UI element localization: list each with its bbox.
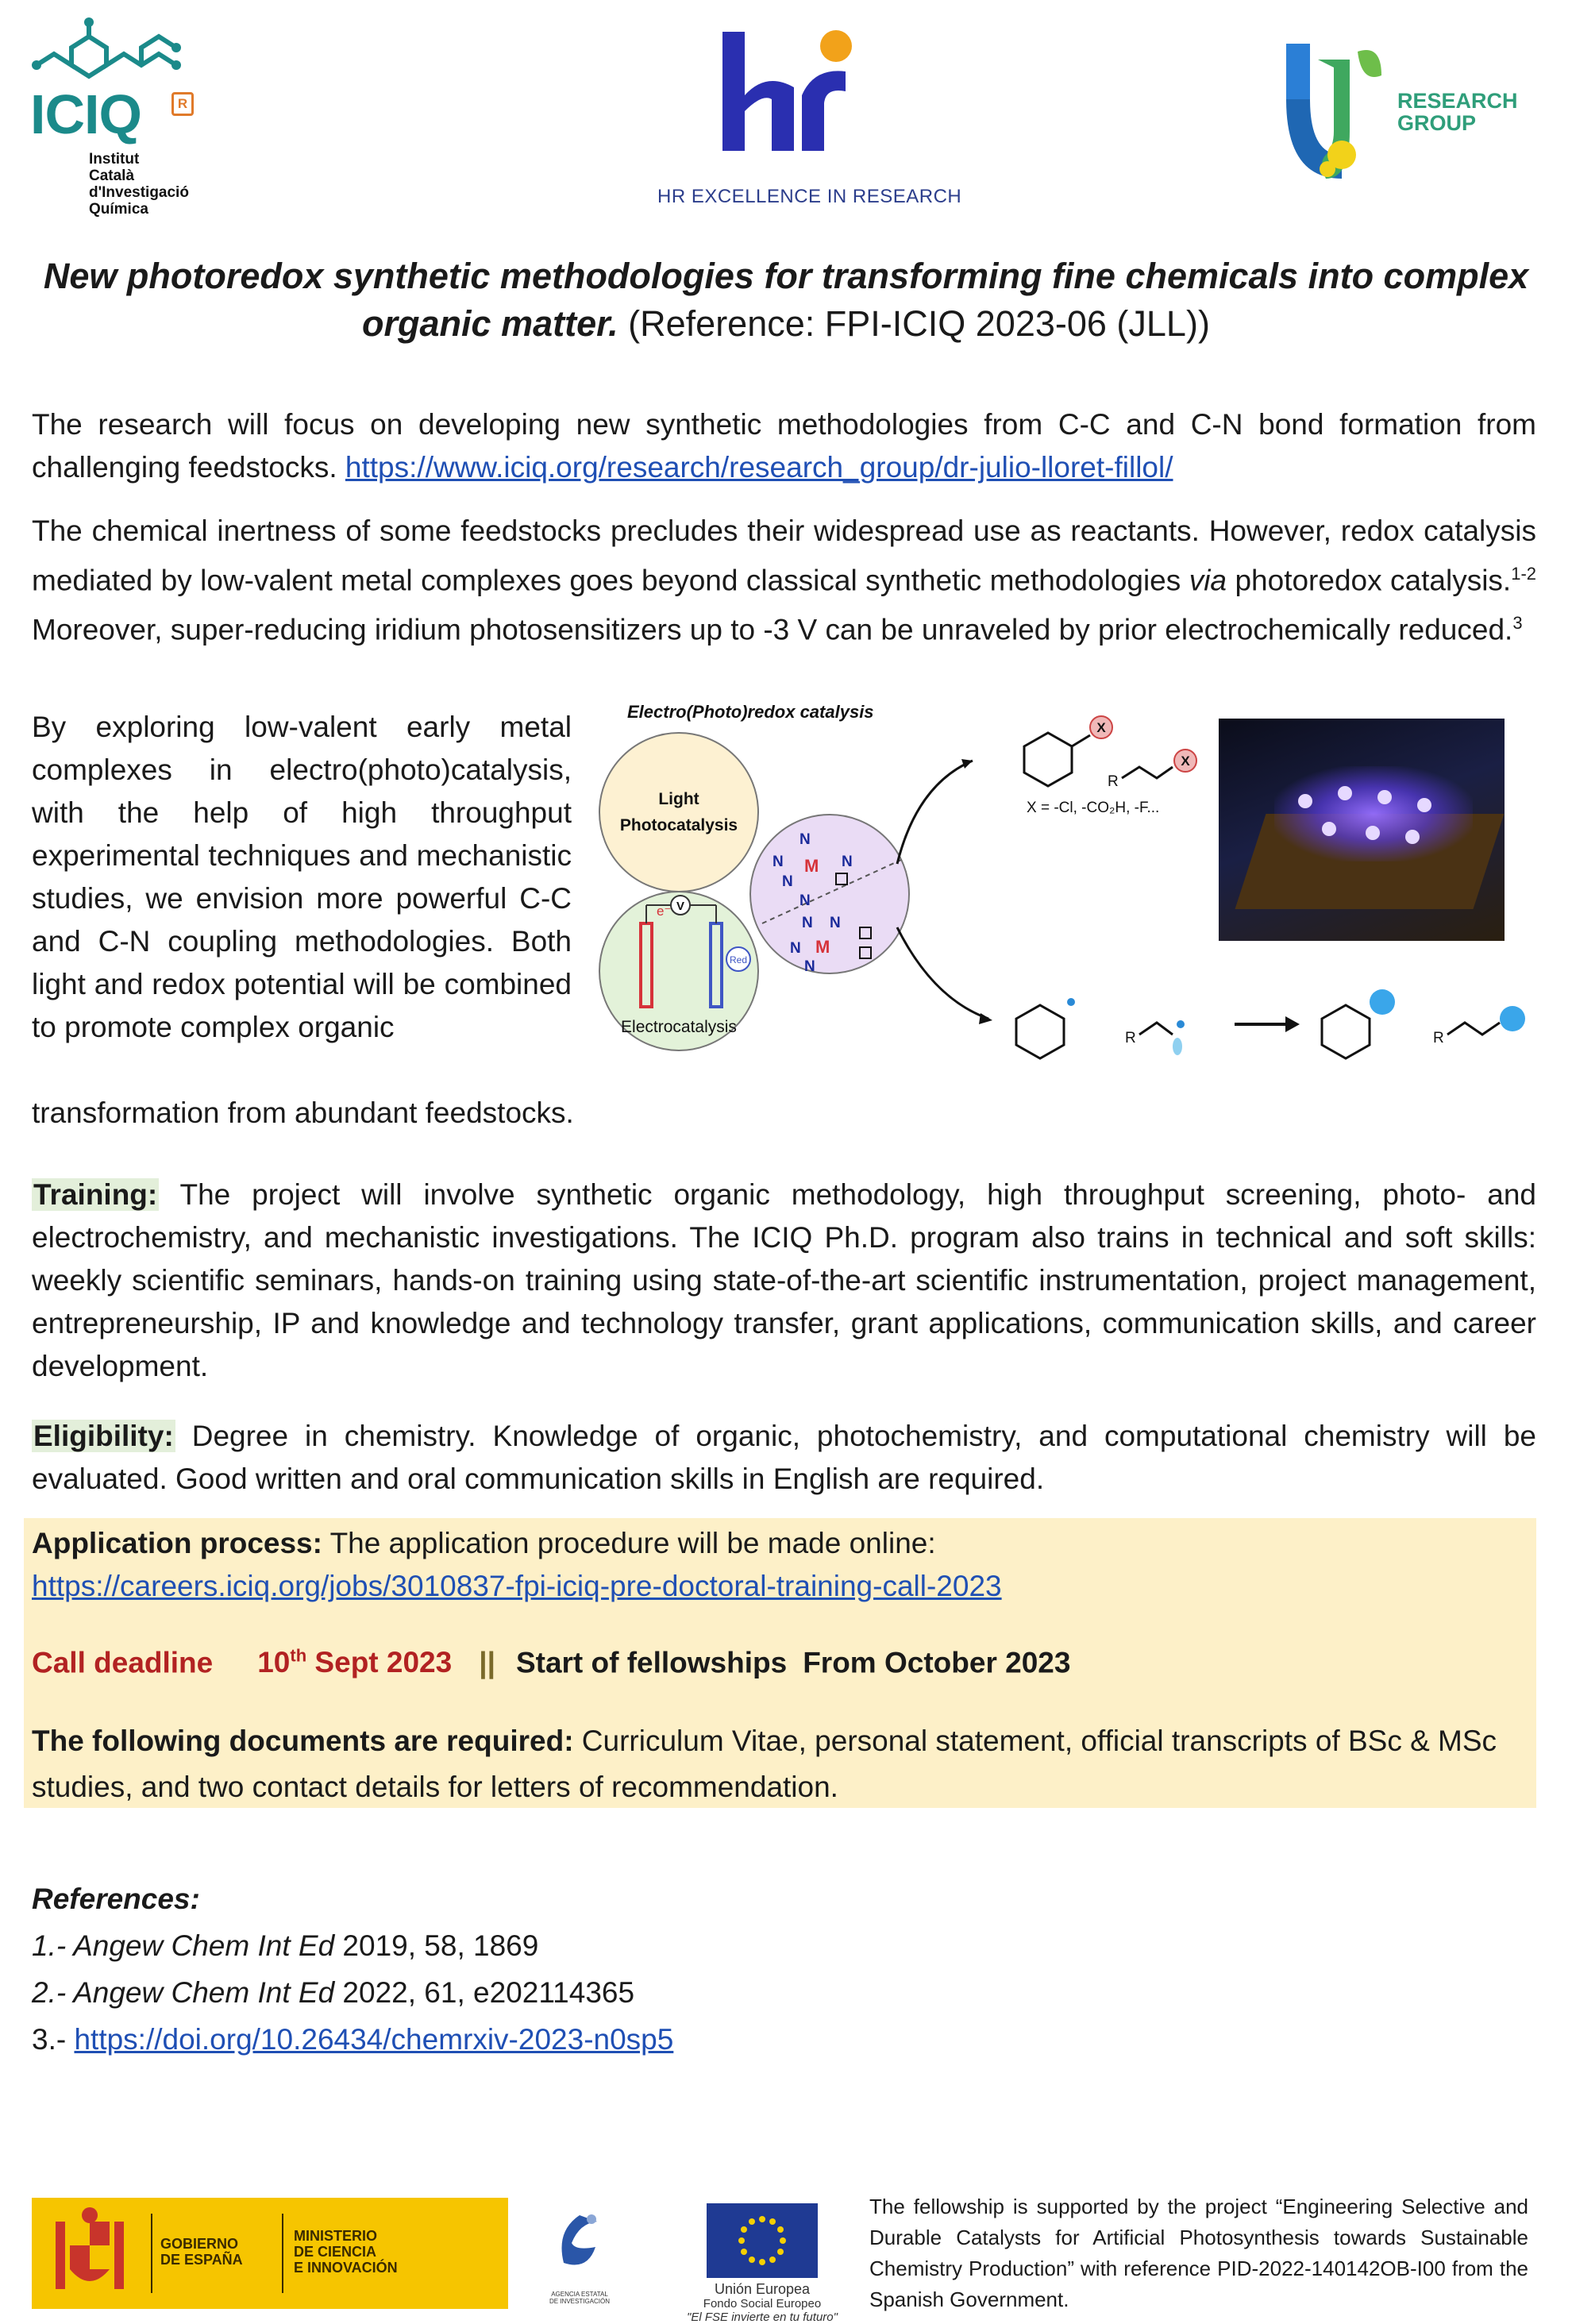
ministry-text: MINISTERIO DE CIENCIA E INNOVACIÓN bbox=[294, 2228, 398, 2276]
references-heading: References: bbox=[32, 1883, 200, 1915]
deadline-line: Call deadline 10th Sept 2023 || Start of fellowships From October 2023 bbox=[32, 1646, 1071, 1679]
documents-paragraph: The following documents are required: Curriculum Vitae, personal statement, official transcripts of BSc & MSc studies, and two contact details for letters of recommendation. bbox=[32, 1725, 1497, 1803]
svg-text:N: N bbox=[802, 915, 813, 931]
svg-text:N: N bbox=[842, 854, 853, 870]
title-reference: (Reference: FPI-ICIQ 2023-06 (JLL)) bbox=[618, 303, 1210, 344]
aei-caption: AGENCIA ESTATAL DE INVESTIGACIÓN bbox=[549, 2291, 610, 2305]
eu-caption: Unión Europea Fondo Social Europeo "El FSE invierte en tu futuro" bbox=[687, 2281, 838, 2324]
training-label: Training: bbox=[33, 1178, 158, 1211]
eligibility-paragraph: Eligibility: Degree in chemistry. Knowledge of organic, photochemistry, and computational chemistry will be evaluated. Good written and oral communication skills in English are required. bbox=[32, 1420, 1536, 1495]
application-link[interactable]: https://careers.iciq.org/jobs/3010837-fpi-iciq-pre-doctoral-training-call-2023 bbox=[32, 1570, 1002, 1602]
iciq-subtitle: Institut Català d'Investigació Química bbox=[89, 151, 189, 218]
start-label: Start of fellowships bbox=[515, 1646, 788, 1679]
svg-text:N: N bbox=[804, 958, 815, 975]
photocatalysis-label: Photocatalysis bbox=[619, 816, 738, 834]
svg-text:N: N bbox=[799, 892, 811, 909]
application-label: Application process: bbox=[32, 1527, 322, 1559]
page-title bbox=[32, 252, 1540, 348]
iciq-logo bbox=[30, 16, 213, 230]
red-label: Red bbox=[729, 954, 748, 965]
eu-flag bbox=[707, 2203, 818, 2278]
reference-1: 1.- Angew Chem Int Ed 2019, 58, 1869 bbox=[32, 1929, 539, 1962]
gov-text: GOBIERNO DE ESPAÑA bbox=[160, 2236, 243, 2268]
iciq-r-badge: R bbox=[171, 92, 194, 116]
svg-text:R: R bbox=[1108, 773, 1119, 790]
eu-stars-icon bbox=[707, 2203, 818, 2278]
spanish-government-logo bbox=[32, 2198, 508, 2309]
hr-icon bbox=[707, 24, 865, 159]
research-group-logo bbox=[1278, 36, 1548, 195]
svg-text:M: M bbox=[804, 856, 819, 876]
photoreactor-photo bbox=[1219, 719, 1505, 941]
svg-text:N: N bbox=[790, 940, 801, 957]
figure-title: Electro(Photo)redox catalysis bbox=[627, 702, 874, 722]
aei-icon bbox=[548, 2207, 611, 2287]
hr-excellence-logo bbox=[651, 24, 962, 214]
references bbox=[32, 1875, 984, 2063]
x-definition: X = -Cl, -CO₂H, -F... bbox=[1027, 800, 1160, 816]
title-main: New photoredox synthetic methodologies for transforming fine chemicals into complex organic matter. bbox=[43, 256, 1529, 344]
start-value: From October 2023 bbox=[803, 1646, 1071, 1679]
research-group-link[interactable]: https://www.iciq.org/research/research_group/dr-julio-lloret-fillol/ bbox=[345, 451, 1173, 484]
research-group-icon bbox=[1278, 36, 1389, 187]
photocatalysis-circle bbox=[599, 733, 758, 892]
catalysis-figure bbox=[591, 697, 1544, 1078]
molecule-icon bbox=[30, 16, 197, 79]
intro-paragraph-1: The research will focus on developing new synthetic methodologies from C-C and C-N bond formation from challenging feedstocks. https://www.iciq.org/research/research_group/dr-julio-lloret-fillol/ bbox=[32, 408, 1536, 484]
svg-text:R: R bbox=[1433, 1030, 1444, 1046]
application-paragraph: Application process: The application procedure will be made online: https://careers.iciq.org/jobs/3010837-fpi-iciq-pre-doctoral-training-call-2023 bbox=[32, 1527, 1002, 1602]
ministry-divider bbox=[282, 2214, 283, 2293]
hr-caption: HR EXCELLENCE IN RESEARCH bbox=[657, 186, 962, 207]
svg-text:X: X bbox=[1096, 720, 1106, 735]
reference-3: 3.- https://doi.org/10.26434/chemrxiv-2023-n0sp5 bbox=[32, 2023, 674, 2056]
svg-text:N: N bbox=[773, 854, 784, 870]
intro-paragraph-2: The chemical inertness of some feedstocks precludes their widespread use as reactants. However, redox catalysis mediated by low-valent metal complexes goes beyond classical synthetic methodologies via photoredox catalysis.$^{1-2}$ Moreover, super-reducing iridium photosensitizers up to -3 V can be unraveled by prior electrochemically reduced.$^3$ bbox=[32, 515, 1536, 646]
documents-label: The following documents are required: bbox=[32, 1725, 574, 1757]
coat-of-arms-icon bbox=[46, 2206, 133, 2301]
svg-text:M: M bbox=[815, 937, 830, 957]
reference-2: 2.- Angew Chem Int Ed 2022, 61, e202114365 bbox=[32, 1976, 635, 2009]
funding-note: The fellowship is supported by the project “Engineering Selective and Durable Catalysts for Artificial Photosynthesis towards Sustainable Chemistry Production” with reference PID-2022-140142OB-I00 from the Spanish Government. bbox=[869, 2195, 1528, 2311]
training-paragraph: Training: The project will involve synthetic organic methodology, high throughput screening, photo- and electrochemistry, and mechanistic investigations. The ICIQ Ph.D. program also trains in technical and soft skills: weekly scientific seminars, hands-on training using state-of-the-art scientific instrumentation, project management, entrepreneurship, IP and knowledge and technology transfer, grant applications, communication skills, and career development. bbox=[32, 1178, 1536, 1382]
eu-logo bbox=[679, 2203, 853, 2324]
chemrxiv-link[interactable]: https://doi.org/10.26434/chemrxiv-2023-n0sp5 bbox=[74, 2023, 674, 2056]
research-group-text: RESEARCH GROUP bbox=[1397, 89, 1518, 135]
deadline-label: Call deadline bbox=[32, 1646, 214, 1679]
svg-text:N: N bbox=[830, 915, 841, 931]
gov-divider bbox=[151, 2214, 152, 2293]
exploring-paragraph: By exploring low-valent early metal complexes in electro(photo)catalysis, with the help of high throughput experimental techniques and mechanistic studies, we envision more powerful C-C and C-N coupling methodologies. Both light and redox potential will be combined to promote complex organic bbox=[32, 711, 572, 1043]
aei-logo bbox=[548, 2207, 619, 2311]
electrocatalysis-label: Electrocatalysis bbox=[621, 1018, 737, 1036]
iciq-wordmark: ICIQ bbox=[30, 83, 141, 145]
svg-text:N: N bbox=[799, 831, 811, 848]
svg-text:V: V bbox=[676, 900, 685, 913]
svg-text:R: R bbox=[1125, 1030, 1136, 1046]
svg-text:X: X bbox=[1181, 753, 1190, 769]
exploring-last-line: transformation from abundant feedstocks. bbox=[32, 1096, 574, 1129]
deadline-date: 10th Sept 2023 bbox=[257, 1646, 453, 1679]
eligibility-label: Eligibility: bbox=[33, 1420, 174, 1452]
svg-text:e⁻: e⁻ bbox=[657, 904, 672, 919]
svg-text:N: N bbox=[782, 873, 793, 890]
light-label: Light bbox=[658, 790, 699, 808]
